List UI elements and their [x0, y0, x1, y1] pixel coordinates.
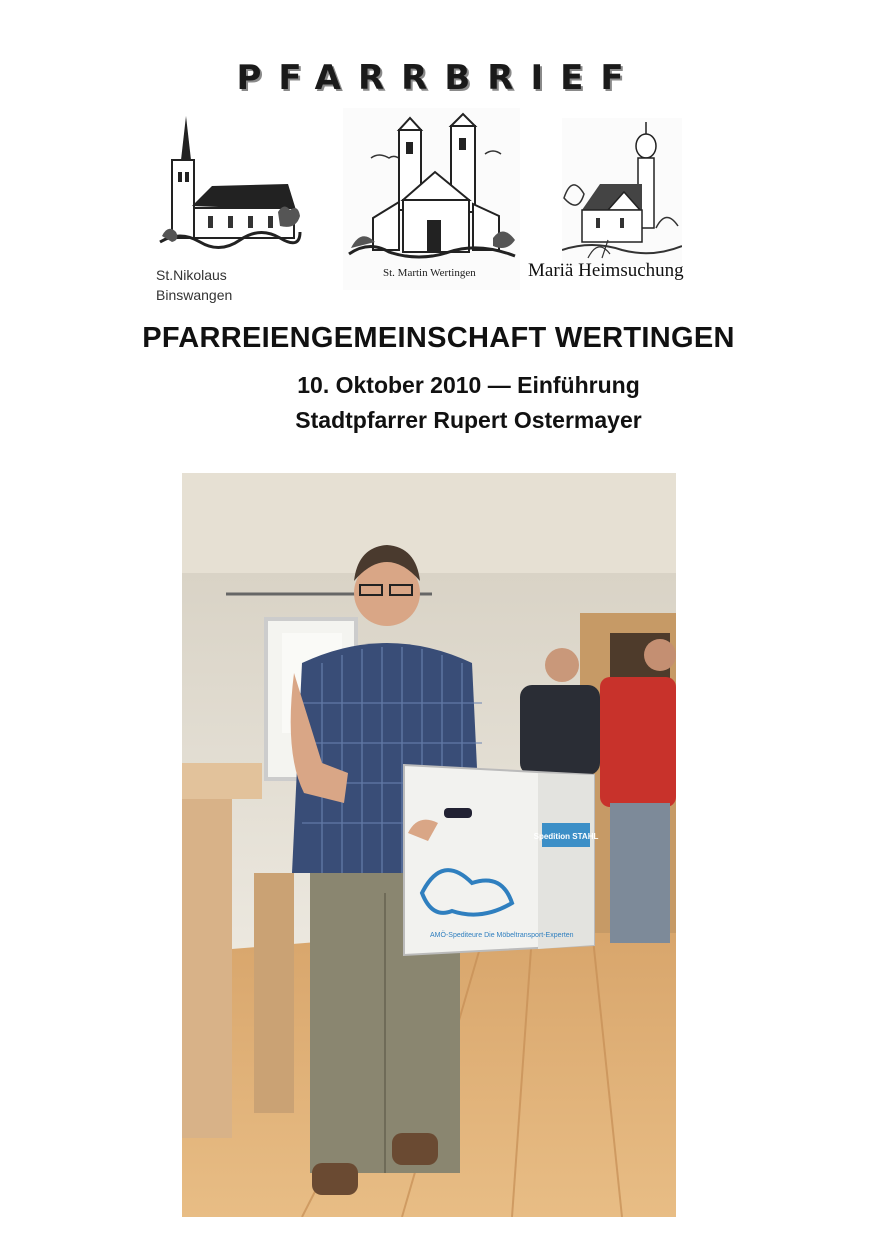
masthead-title: PFARRBRIEF [236, 58, 641, 98]
box-brand-label: Spedition STAHL [533, 832, 599, 841]
date-line: 10. Oktober 2010 — Einführung [297, 372, 640, 398]
cover-photo [182, 473, 676, 1217]
church-caption-name: St.Nikolaus [156, 267, 227, 283]
name-line: Stadtpfarrer Rupert Ostermayer [295, 407, 642, 433]
church-drawing-st-martin [343, 108, 520, 290]
church-drawing-maria-heimsuchung [562, 118, 682, 266]
church-caption-maria-heimsuchung: Mariä Heimsuchung [528, 260, 684, 281]
box-tagline: AMÖ-Spediteure Die Möbeltransport-Experten [430, 932, 574, 939]
church-drawing-st-nikolaus [150, 108, 305, 258]
community-heading: PFARREIENGEMEINSCHAFT WERTINGEN [142, 322, 735, 354]
church-caption-st-nikolaus [156, 265, 232, 305]
church-caption-place: Binswangen [156, 287, 233, 303]
church-caption-st-martin: St. Martin Wertingen [383, 267, 476, 279]
